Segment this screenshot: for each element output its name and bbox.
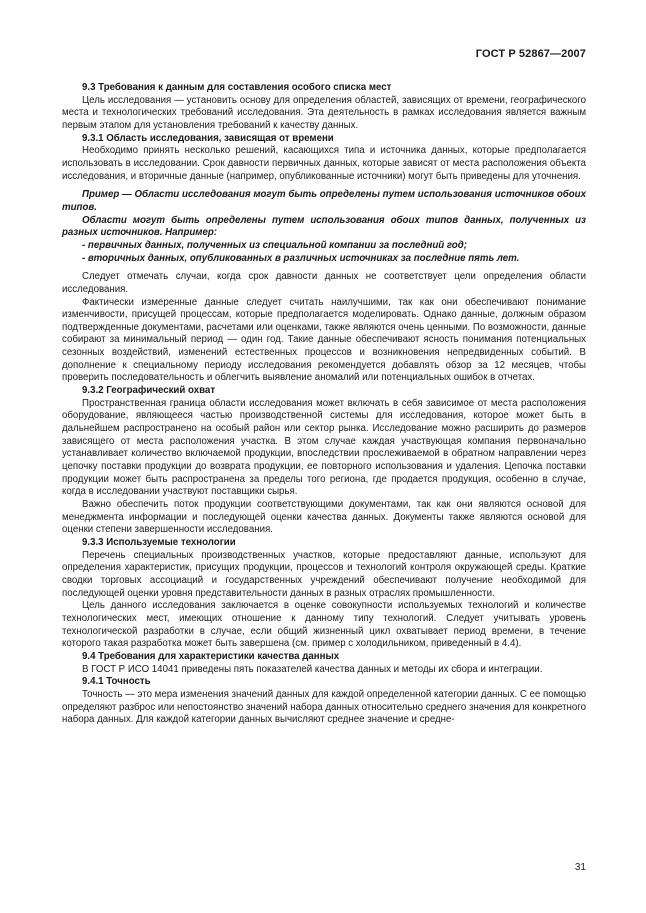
body-paragraph: Точность — это мера изменения значений данных для каждой определенной категории данных. С ее помощью определяют разброс или непостоянство значений набора данных относительно среднего значения для конкретного набора данных. Для каждой категории данных вычисляют среднее значение и средне- <box>62 688 586 726</box>
example-list-item: - первичных данных, полученных из специальной компании за последний год; <box>82 239 467 251</box>
standard-header: ГОСТ Р 52867—2007 <box>475 48 586 60</box>
body-paragraph: Цель данного исследования заключается в оценке совокупности используемых технологий и количестве технологических мест, имеющих отношение к данному типу технологий. Следует учитывать уровень технологической разработки в случае, если общий жизненный цикл охватывает период времени, в течение которого такая разработка может быть завершена (см. пример с холодильником, приведенный в 4.4). <box>62 600 586 650</box>
section-heading: 9.3.2 Географический охват <box>82 385 216 397</box>
section-heading: 9.4.1 Точность <box>82 676 151 688</box>
section-heading: 9.3.3 Используемые технологии <box>82 536 236 548</box>
body-paragraph: Следует отмечать случаи, когда срок давности данных не соответствует цели определения области исследования. <box>62 271 586 295</box>
body-paragraph: Перечень специальных производственных участков, которые предоставляют данные, используют для определения характеристик, присущих продукции, процессов и технологий контроля окружающей среды. Краткие сводки торговых ассоциаций и государственных учреждений обеспечивают получение необходимой для последующей оценки уровня представительности данных в разных отраслях промышленности. <box>62 549 586 599</box>
body-paragraph: Цель исследования — установить основу для определения областей, зависящих от времени, географического места и технологических требований исследования. Эта деятельность в рамках исследования является важным первым этапом для установления требований к качеству данных. <box>62 94 586 131</box>
body-paragraph: Фактически измеренные данные следует считать наилучшими, так как они обеспечивают понимание изменчивости, присущей процессам, которые предполагается моделировать. Однако данные, должным образом подтвержденные документами, расчетами или оценками, также являются очень ценными. По возможности, данные собирают за минимальный период — один год. Такие данные обеспечивают ясность понимания потенциальных сезонных воздействий, изменений естественных процессов и возникновения непредвиденных событий. В дополнение к специальному периоду исследования рекомендуется добавлять обзор за 12 месяцев, чтобы проверить последовательность и облегчить выявление аномалий или потенциальных ошибок в отчетах. <box>62 296 586 384</box>
section-heading: 9.3 Требования к данным для составления особого списка мест <box>82 82 392 93</box>
page-number: 31 <box>574 862 586 873</box>
body-paragraph: Важно обеспечить поток продукции соответствующими документами, так как они являются основой для менеджмента информации и последующей оценки качества данных. Документы также являются основой для оценки степени завершенности исследования. <box>62 499 586 536</box>
example-text: Области могут быть определены путем использования обоих типов данных, полученных из разных источников. Например: <box>62 214 586 239</box>
body-paragraph: Необходимо принять несколько решений, касающихся типа и источника данных, которые предполагается использовать в исследовании. Срок давности первичных данных, которые зависят от места расположения объекта исследования, и вторичные данные (например, опубликованные источники) могут быть приведены для уточнения. <box>62 145 586 182</box>
section-heading: 9.4 Требования для характеристики качества данных <box>82 650 340 662</box>
body-paragraph: Пространственная граница области исследования может включать в себя зависимое от места расположения оборудование, являющееся частью производственной системы для исследования, которое может быть в дальнейшем распространено на особый район или сектор рынка. Исследование можно расширить до размеров зависящего от места расположения участка. В этом случае каждая участвующая компания первоначально устанавливает количество включаемой продукции, впоследствии прослеживаемой в обратном направлении через цепочку поставки продукции до возврата продукции, ее повторного использования и удаления. Цепочка поставки продукции может быть распространена за пределы того региона, где продается продукция, особенно в случае, когда в исследовании участвуют поставщики сырья. <box>62 397 586 498</box>
example-list-item: - вторичных данных, опубликованных в различных источниках за последние пять лет. <box>82 252 520 264</box>
body-paragraph: В ГОСТ Р ИСО 14041 приведены пять показателей качества данных и методы их сбора и интеграции. <box>82 663 543 675</box>
example-text: Пример — Области исследования могут быть определены путем использования источников обоих типов. <box>62 189 586 213</box>
section-heading: 9.3.1 Область исследования, зависящая от времени <box>82 132 334 144</box>
document-body <box>62 82 586 727</box>
